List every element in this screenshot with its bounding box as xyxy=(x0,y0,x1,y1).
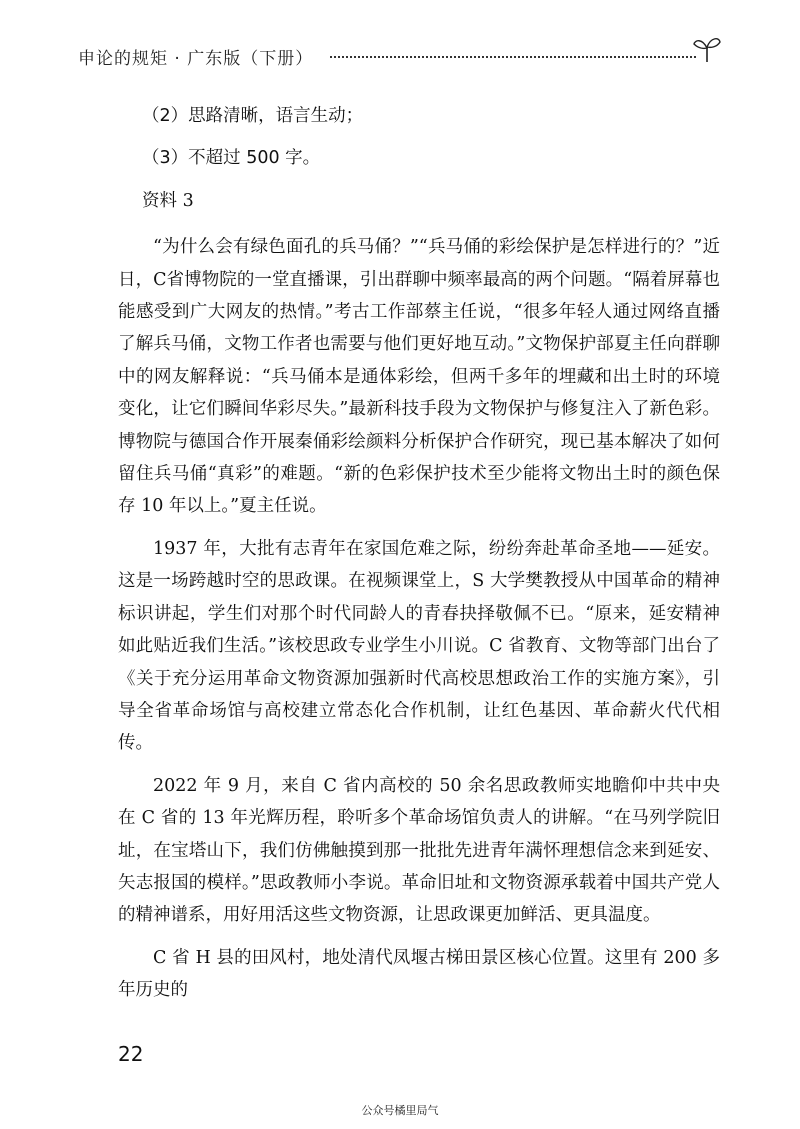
document-body xyxy=(118,100,720,1007)
running-header xyxy=(78,34,718,74)
requirement-item: （3）不超过 500 字。 xyxy=(142,148,321,169)
paragraph: C 省 H 县的田风村，地处清代凤堰古梯田景区核心位置。这里有 200 多年历史的 xyxy=(118,947,720,1001)
page-number: 22 xyxy=(118,1042,144,1066)
header-title: 申论的规矩 · 广东版（下册） xyxy=(78,49,314,69)
requirement-item: （2）思路清晰，语言生动； xyxy=(142,106,364,126)
paragraph: 2022 年 9 月，来自 C 省内高校的 50 余名思政教师实地瞻仰中共中央在 C 省的 13 年光辉历程，聆听多个革命场馆负责人的讲解。“在马列学院旧址，在宝塔山下，我们仿佛触摸到那一批批先进青年满怀理想信念来到延安、矢志报国的模样。”思政教师小李说。革命旧址和文物资源承载着中国共产党人的精神谱系，用好用活这些文物资源，让思政课更加鲜活、更具温度。 xyxy=(118,775,720,926)
paragraph: “为什么会有绿色面孔的兵马俑？”“兵马俑的彩绘保护是怎样进行的？”近日，C省博物院的一堂直播课，引出群聊中频率最高的两个问题。“隔着屏幕也能感受到广大网友的热情。”考古工作部蔡主任说，“很多年轻人通过网络直播了解兵马俑，文物工作者也需要与他们更好地互动。”文物保护部夏主任向群聊中的网友解释说：“兵马俑本是通体彩绘，但两千多年的埋藏和出土时的环境变化，让它们瞬间华彩尽失。”最新科技手段为文物保护与修复注入了新色彩。博物院与德国合作开展秦俑彩绘颜料分析保护合作研究，现已基本解决了如何留住兵马俑“真彩”的难题。“新的色彩保护技术至少能将文物出土时的颜色保存 10 年以上。”夏主任说。 xyxy=(118,237,720,517)
sprout-icon xyxy=(692,34,722,64)
header-dotted-rule xyxy=(330,56,696,58)
paragraph: 1937 年，大批有志青年在家国危难之际，纷纷奔赴革命圣地——延安。这是一场跨越时空的思政课。在视频课堂上，S 大学樊教授从中国革命的精神标识讲起，学生们对那个时代同龄人的青春抉择敬佩不已。“原来，延安精神如此贴近我们生活。”该校思政专业学生小川说。C 省教育、文物等部门出台了《关于充分运用革命文物资源加强新时代高校思想政治工作的实施方案》，引导全省革命场馆与高校建立常态化合作机制，让红色基因、革命薪火代代相传。 xyxy=(118,538,720,754)
footer-watermark: 公众号橘里局气 xyxy=(361,1104,439,1117)
section-label: 资料 3 xyxy=(142,190,194,211)
